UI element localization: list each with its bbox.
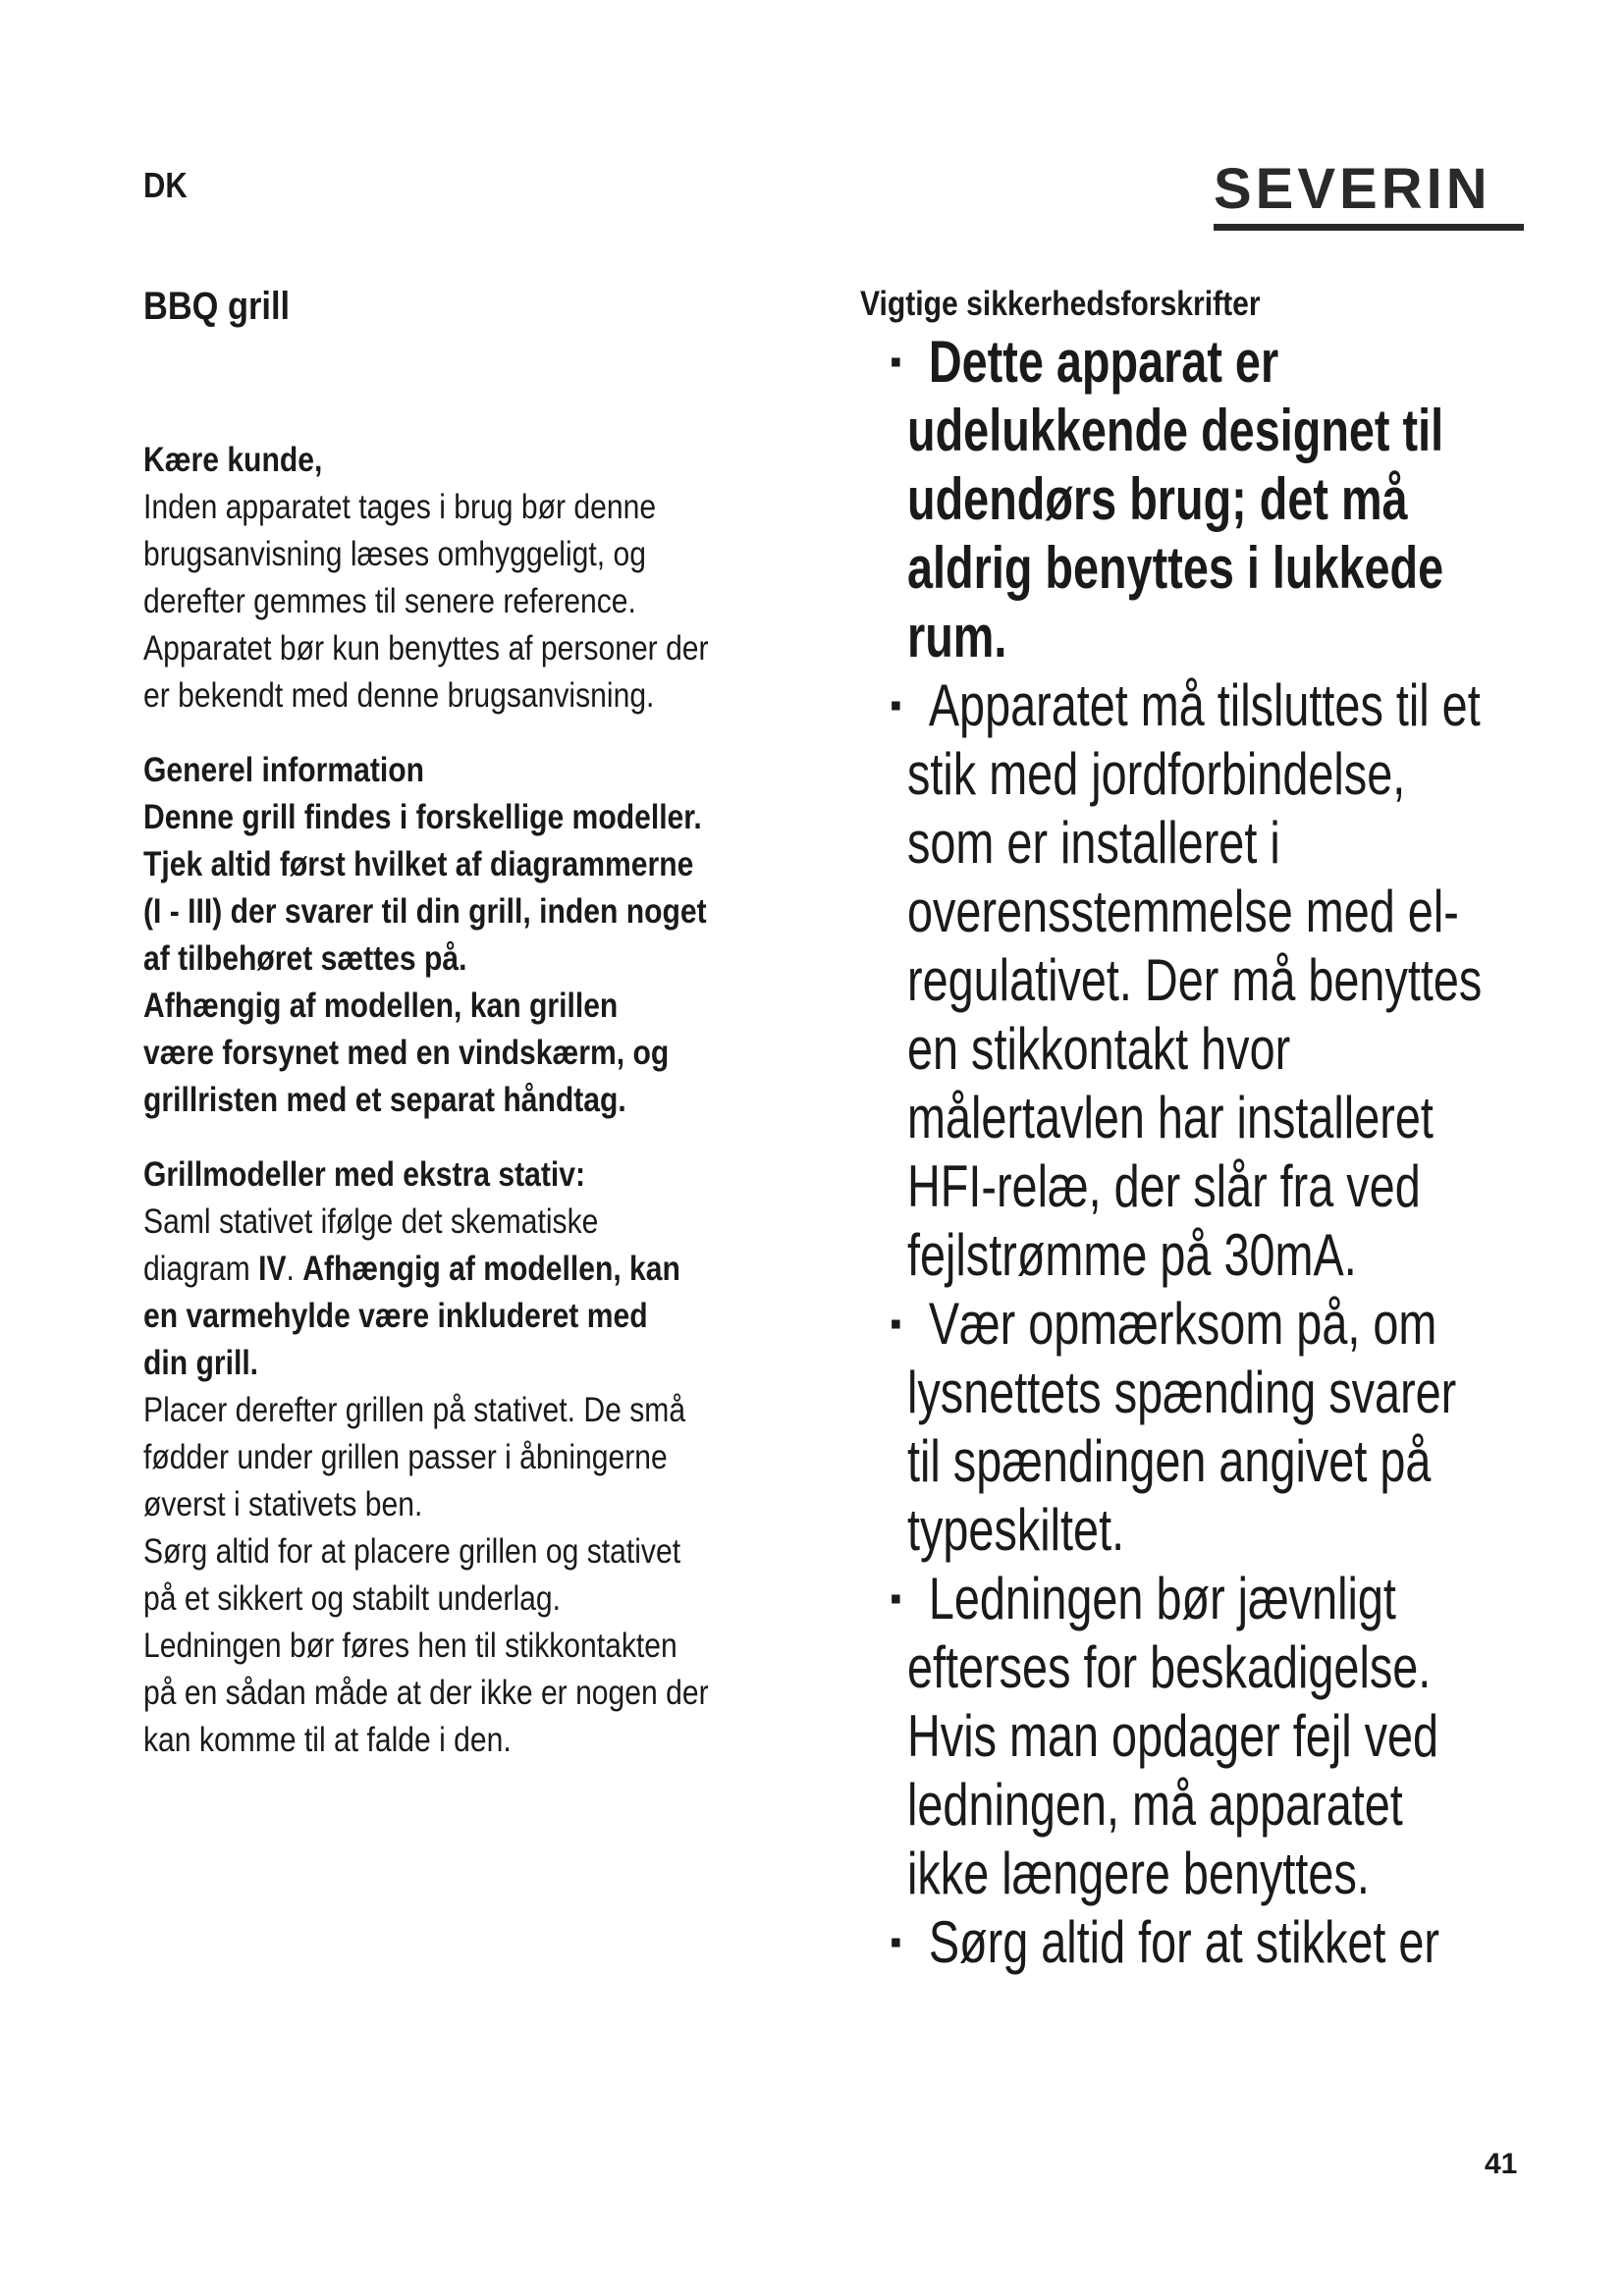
intro-line: Apparatet bør kun benyttes af personer der [143, 629, 709, 667]
safety-item [860, 328, 1567, 671]
brand-wordmark: SEVERIN [1214, 157, 1491, 221]
stand-line: fødder under grillen passer i åbningerne [143, 1438, 668, 1476]
stand-line: Sørg altid for at placere grillen og stativet [143, 1532, 681, 1571]
intro-line: Inden apparatet tages i brug bør denne [143, 488, 657, 526]
safety-item-text: Apparatet må tilsluttes til et stik med jordforbindelse, som er installeret i overensstemmelse med el-regulativet. Der må benyttes en stikkontakt hvor målertavlen har installeret HFI-relæ, der slår fra ved fejlstrømme på 30mA. [907, 672, 1483, 1288]
safety-item [860, 1290, 1567, 1565]
stand-heading: Grillmodeller med ekstra stativ: [143, 1155, 586, 1194]
right-column [860, 285, 1567, 1977]
general-line: Afhængig af modellen, kan grillen [143, 987, 619, 1025]
stand-line: på et sikkert og stabilt underlag. [143, 1579, 561, 1618]
brand-underline [1214, 224, 1524, 231]
general-line: Denne grill findes i forskellige modeller. [143, 798, 702, 836]
language-code: DK [143, 165, 188, 205]
general-heading: Generel information [143, 751, 425, 789]
stand-line: Placer derefter grillen på stativet. De små [143, 1391, 686, 1429]
stand-line: Saml stativet ifølge det skematiske [143, 1202, 599, 1241]
stand-line: kan komme til at falde i den. [143, 1721, 512, 1759]
safety-item-text: Sørg altid for at stikket er [928, 1909, 1440, 1975]
stand-line: Ledningen bør føres hen til stikkontakten [143, 1627, 677, 1665]
general-section [143, 747, 831, 1124]
safety-item [860, 1908, 1567, 1977]
brand-logo [1214, 157, 1528, 231]
safety-heading: Vigtige sikkerhedsforskrifter [860, 285, 1261, 323]
safety-item-text: Vær opmærksom på, om lysnettets spænding svarer til spændingen angivet på typeskiltet. [907, 1291, 1457, 1563]
stand-bold-line: din grill. [143, 1344, 259, 1382]
safety-item-text: Ledningen bør jævnligt efterses for beskadigelse. Hvis man opdager fejl ved ledningen, må apparatet ikke længere benyttes. [907, 1566, 1439, 1906]
safety-list [860, 328, 1567, 1977]
page-number: 41 [1485, 2148, 1518, 2180]
safety-item [860, 1565, 1567, 1908]
general-line: være forsynet med en vindskærm, og [143, 1034, 670, 1072]
left-column [143, 285, 831, 1764]
bullet-icon: · [888, 672, 907, 738]
intro-heading: Kære kunde, [143, 441, 323, 479]
page-title: BBQ grill [143, 285, 291, 328]
stand-bold-line: en varmehylde være inkluderet med [143, 1297, 648, 1335]
intro-line: er bekendt med denne brugsanvisning. [143, 676, 655, 715]
general-line: af tilbehøret sættes på. [143, 939, 467, 978]
safety-item-text: Dette apparat er udelukkende designet til udendørs brug; det må aldrig benyttes i lukkede rum. [907, 329, 1444, 669]
bullet-icon: · [888, 1909, 907, 1975]
stand-line: på en sådan måde at der ikke er nogen der [143, 1674, 709, 1712]
bullet-icon: · [888, 329, 907, 395]
intro-line: derefter gemmes til senere reference. [143, 582, 636, 620]
safety-item [860, 671, 1567, 1290]
general-line: Tjek altid først hvilket af diagrammerne [143, 845, 694, 883]
stand-line-mixed: diagram IV. Afhængig af modellen, kan [143, 1250, 680, 1288]
stand-section [143, 1151, 831, 1764]
bullet-icon: · [888, 1566, 907, 1631]
stand-line: øverst i stativets ben. [143, 1485, 423, 1523]
general-line: grillristen med et separat håndtag. [143, 1081, 626, 1119]
bullet-icon: · [888, 1291, 907, 1357]
intro-line: brugsanvisning læses omhyggeligt, og [143, 535, 646, 573]
intro-section [143, 437, 831, 720]
general-line: (I - III) der svarer til din grill, inden noget [143, 892, 707, 931]
